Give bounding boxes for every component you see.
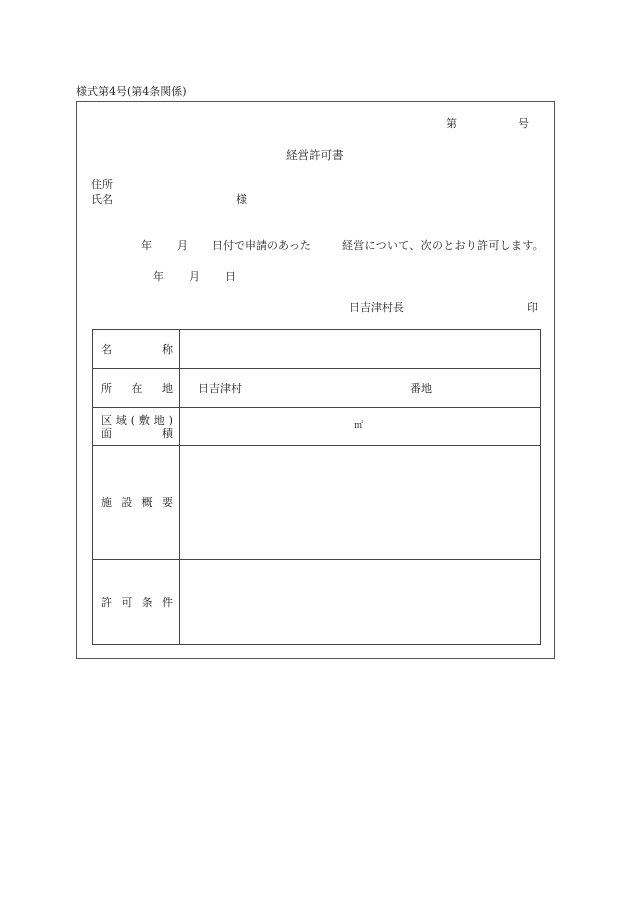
seal-mark: 印 xyxy=(527,301,538,314)
table-row xyxy=(93,560,541,645)
row-label-area-line2: 面 積 xyxy=(101,426,173,440)
statement-month: 月 xyxy=(177,239,188,252)
document-title: 経営許可書 xyxy=(286,148,344,162)
statement-day-text: 日付で申請のあった xyxy=(212,239,311,252)
table-row xyxy=(93,330,541,369)
area-unit: ㎡ xyxy=(354,421,364,431)
name-value-cell[interactable] xyxy=(180,330,541,369)
area-value-cell[interactable] xyxy=(180,408,541,446)
permit-conditions-cell[interactable] xyxy=(180,560,541,645)
table-row xyxy=(93,369,541,408)
row-label-name: 名 称 xyxy=(101,342,173,356)
statement-year: 年 xyxy=(141,239,152,252)
statement-body: 経営について、次のとおり許可します。 xyxy=(342,239,545,252)
row-label-permit-conditions: 許 可 条 件 xyxy=(101,595,173,609)
location-village: 日吉津村 xyxy=(198,382,242,395)
honorific: 様 xyxy=(236,193,247,206)
address-label: 住所 xyxy=(91,178,113,191)
location-lot-suffix: 番地 xyxy=(410,382,432,395)
row-label-area-line1: 区 域 ( 敷 地 ) xyxy=(101,413,173,427)
issuer-title: 日吉津村長 xyxy=(349,301,404,314)
facility-overview-cell[interactable] xyxy=(180,446,541,560)
name-label: 氏名 xyxy=(91,193,113,206)
permit-table xyxy=(92,329,541,645)
row-label-location: 所 在 地 xyxy=(101,381,173,395)
row-label-facility-overview: 施 設 概 要 xyxy=(101,496,173,509)
form-header: 様式第4号(第4条関係) xyxy=(76,85,187,98)
number-prefix: 第 xyxy=(446,117,457,130)
location-value-cell[interactable] xyxy=(180,369,541,408)
issue-month: 月 xyxy=(189,270,200,283)
table-row xyxy=(93,446,541,560)
issue-year: 年 xyxy=(153,270,164,283)
number-suffix: 号 xyxy=(518,117,529,130)
table-row xyxy=(93,408,541,446)
issue-day: 日 xyxy=(225,270,236,283)
